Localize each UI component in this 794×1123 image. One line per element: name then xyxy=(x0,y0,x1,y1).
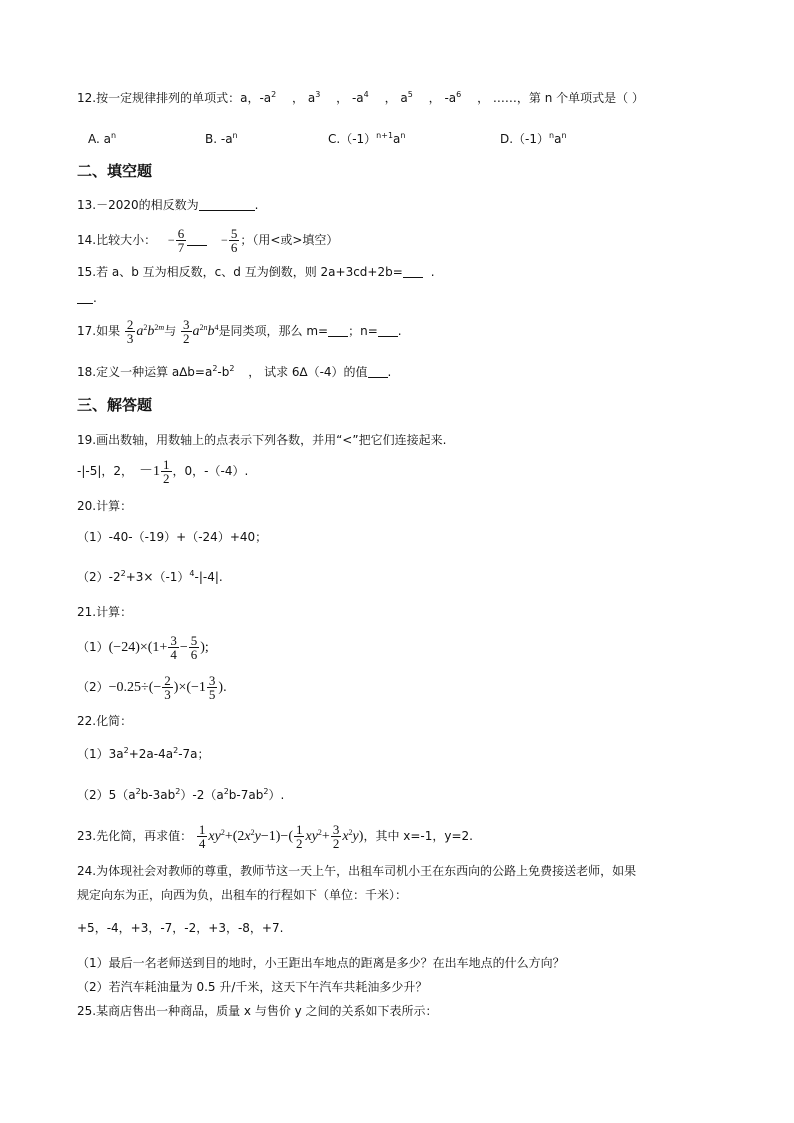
question-25: 25.某商店售出一种商品，质量 x 与售价 y 之间的关系如下表所示： xyxy=(77,1004,438,1018)
question-20-part-1: （1）-40-（-19）+（-24）+40； xyxy=(77,530,268,544)
question-24-line-1: 24.为体现社会对教师的尊重，教师节这一天上午，出租车司机小王在东西向的公路上免费接送老师，如果 xyxy=(77,864,637,878)
question-18: 18.定义一种运算 $a\Delta b=a^2-b^2$ ， 试求 6∆（-4）的值 . xyxy=(77,364,392,379)
answer-blank xyxy=(368,365,388,378)
question-23: 23.先化简，再求值： $\frac{1}{4}$ $xy^2+(2x^2y-1)-$( $\frac{1}{2}$ $xy^2+$ $\frac{3}{2}$ $x^2y$)，其中 x=-1，y=2. xyxy=(77,822,473,851)
question-16: . xyxy=(77,289,754,307)
question-12: 12.按一定规律排列的单项式：a，$-a^2$ ， $a^3$ ， $-a^4$ ， $a^5$ ， $-a^6$ ， ……，第 n 个单项式是（ ） xyxy=(77,90,644,105)
question-22: 22.化简： xyxy=(77,714,133,728)
option-c: $C.(-1)^{n+1}a^n$ xyxy=(328,131,406,146)
option-d: $D.(-1)^na^n$ xyxy=(500,131,567,146)
question-20: 20.计算： xyxy=(77,499,133,513)
question-17: 17.如果 $\frac{2}{3}$ $a^2b^{2m}$与 $\frac{3}{2}$ $a^{2n}b^4$是同类项，那么 m= ；n= . xyxy=(77,317,402,346)
answer-blank xyxy=(187,233,207,246)
question-24-part-2: （2）若汽车耗油量为 0.5 升/千米，这天下午汽车共耗油多少升？ xyxy=(77,980,428,994)
option-a: A. $a^n$ xyxy=(88,131,117,146)
answer-blank xyxy=(403,265,423,278)
question-15: 15.若 a、b 互为相反数，c、d 互为倒数，则 2a+3cd+2b= . xyxy=(77,265,435,279)
question-24-trips: +5，-4，+3，-7，-2，+3，-8，+7. xyxy=(77,921,284,935)
question-13: 13.－2020的相反数为 . xyxy=(77,198,259,212)
question-22-part-2: $(2)5(a^2b-3ab^2)-2(a^2b-7ab^2)$. xyxy=(77,787,285,802)
section-solve: 三、解答题 xyxy=(77,396,153,414)
answer-blank-n xyxy=(378,324,398,337)
question-24-part-1: （1）最后一名老师送到目的地时，小王距出车地点的距离是多少？在出车地点的什么方向？ xyxy=(77,956,565,970)
question-19-numbers: -|-5|，2， －1 $\frac{1}{2}$ ，0，-（-4）. xyxy=(77,457,249,486)
question-21-part-1: （1）(−24)×(1+ $\frac{3}{4}$ − $\frac{5}{6}$ ); xyxy=(77,633,209,662)
answer-blank xyxy=(199,198,255,211)
option-b: B. $-a^n$ xyxy=(205,131,238,146)
question-14: 14.比较大小： − $\frac{6}{7}$ − $\frac{5}{6}$ ；（用<或>填空） xyxy=(77,226,339,255)
question-20-part-2: $(2)-2^2+3\times(-1)^4-|-4|$. xyxy=(77,569,223,584)
section-fill-in: 二、填空题 xyxy=(77,162,153,180)
question-22-part-1: $(1)3a^2+2a-4a^2-7a$； xyxy=(77,746,210,761)
answer-blank-m xyxy=(328,324,348,337)
question-19: 19.画出数轴，用数轴上的点表示下列各数，并用“<”把它们连接起来. xyxy=(77,433,447,447)
answer-blank xyxy=(77,291,93,304)
question-21: 21.计算： xyxy=(77,605,133,619)
question-21-part-2: （2）−0.25÷(− $\frac{2}{3}$ )×(−1 $\frac{3}{5}$ ). xyxy=(77,673,227,702)
question-24-line-2: 规定向东为正，向西为负，出租车的行程如下（单位：千米）： xyxy=(77,888,408,902)
